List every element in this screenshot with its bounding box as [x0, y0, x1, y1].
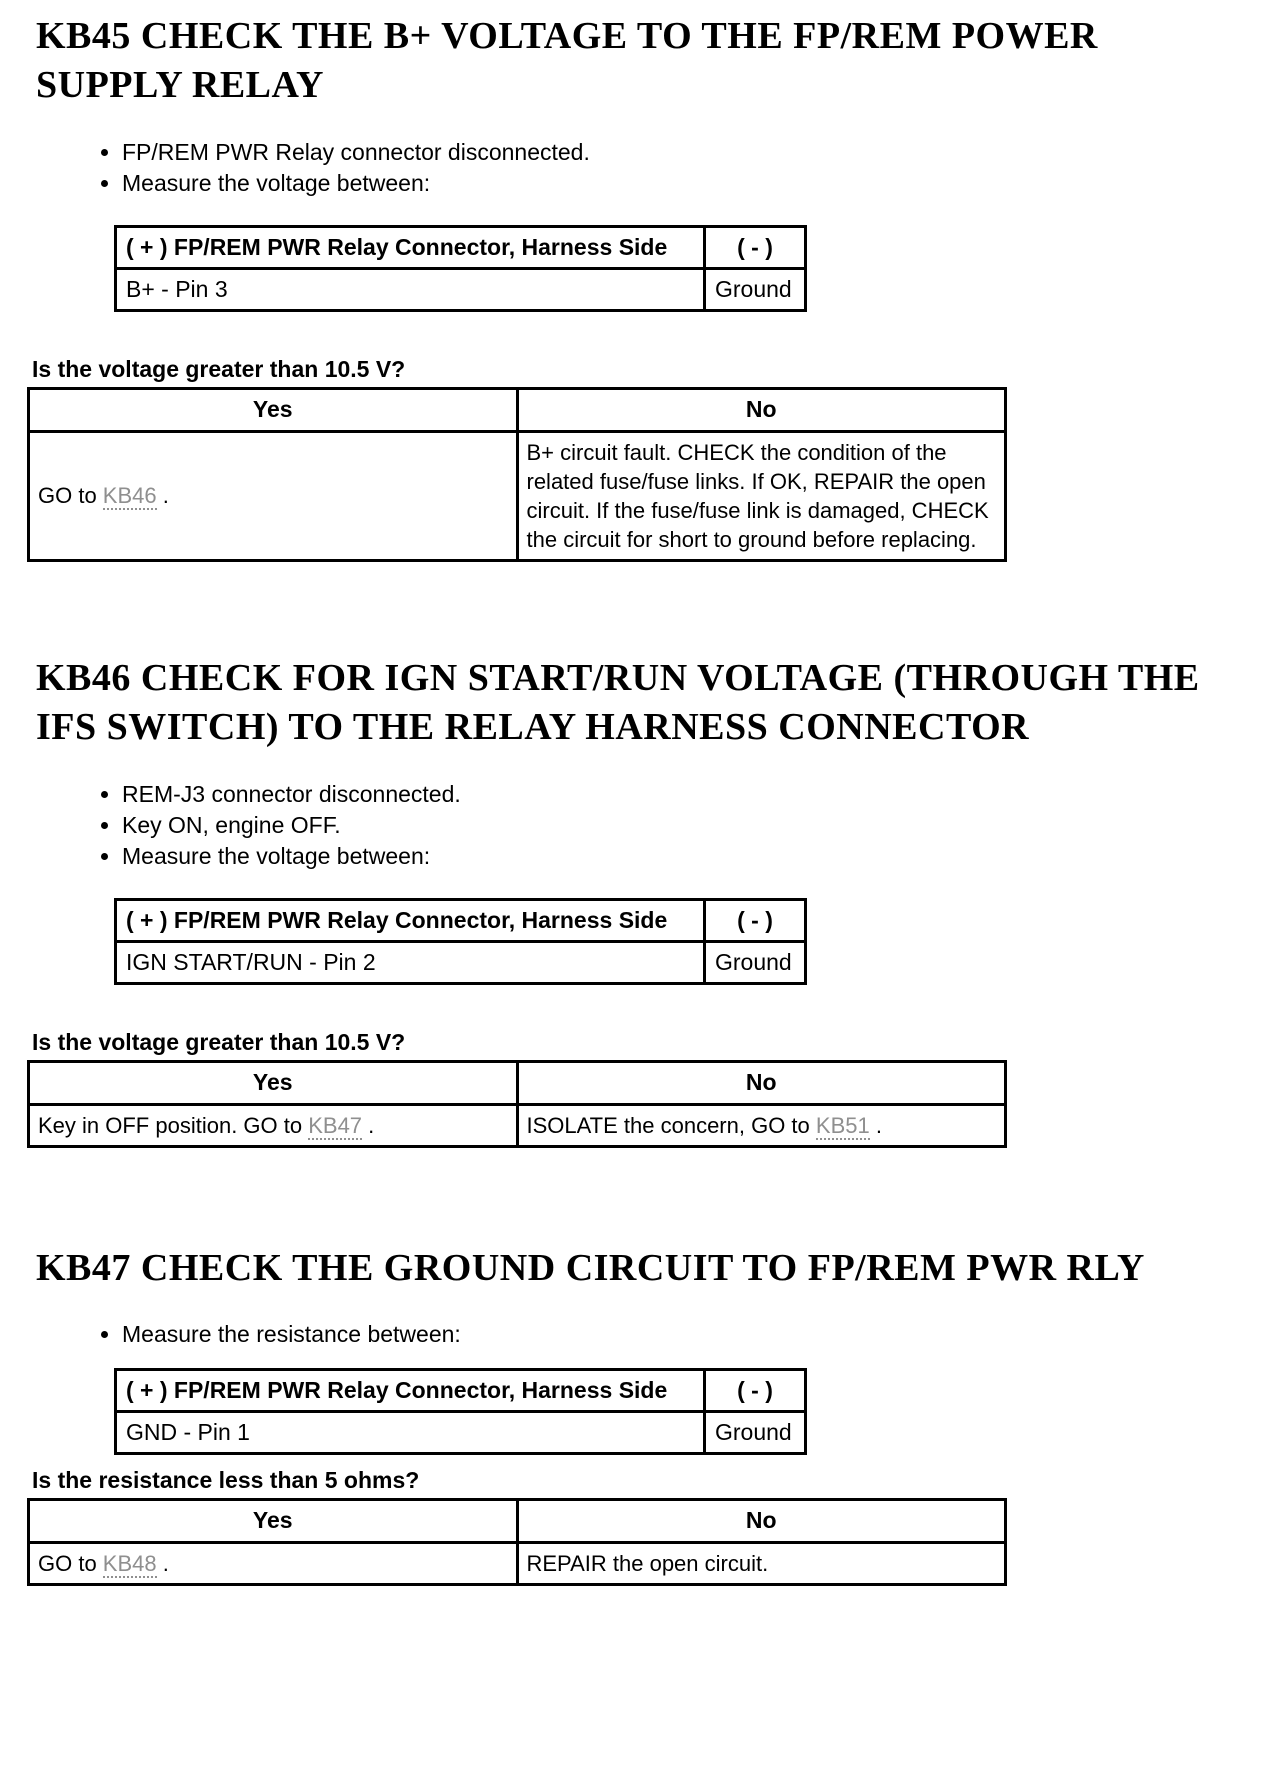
- section-kb47: [0, 1244, 1264, 1586]
- section-kb45: [0, 0, 1264, 562]
- bullet-list: [0, 779, 1264, 872]
- action-text: .: [362, 1112, 375, 1138]
- title-line: SUPPLY RELAY: [36, 64, 324, 107]
- bullet-list: [0, 137, 1264, 199]
- table-row: [29, 431, 1006, 560]
- decision-table: [27, 1498, 1007, 1586]
- bullet-item: • Measure the voltage between:: [122, 168, 1264, 199]
- title-line: KB47 CHECK THE GROUND CIRCUIT TO FP/REM PWR RLY: [36, 1246, 1145, 1289]
- no-header: No: [517, 1061, 1006, 1104]
- yes-header: Yes: [29, 1499, 518, 1542]
- title-line: KB45 CHECK THE B+ VOLTAGE TO THE FP/REM POWER: [36, 15, 1098, 57]
- no-action-cell: [517, 431, 1006, 560]
- bullet-item: • REM-J3 connector disconnected.: [122, 779, 1264, 810]
- decision-table: [27, 1060, 1007, 1148]
- bullet-item: • Measure the resistance between:: [122, 1319, 1264, 1350]
- table-row: [116, 268, 806, 310]
- question-text: Is the resistance less than 5 ohms?: [32, 1466, 420, 1493]
- measurement-point: B+ - Pin 3: [116, 268, 705, 310]
- table-row: [29, 1542, 1006, 1584]
- yes-action-cell: [29, 1542, 518, 1584]
- measurement-reference: Ground: [705, 268, 806, 310]
- measurement-header-negative: ( - ): [705, 1369, 806, 1411]
- no-action-cell: [517, 1104, 1006, 1146]
- title-line: IFS SWITCH) TO THE RELAY HARNESS CONNECTOR: [36, 706, 1030, 749]
- measurement-point: GND - Pin 1: [116, 1411, 705, 1453]
- yes-header: Yes: [29, 1061, 518, 1104]
- measurement-header-positive: ( + ) FP/REM PWR Relay Connector, Harness Side: [116, 1369, 705, 1411]
- measurement-header-positive: ( + ) FP/REM PWR Relay Connector, Harness Side: [116, 226, 705, 268]
- link-kb51[interactable]: KB51: [815, 1112, 870, 1138]
- no-header: No: [517, 1499, 1006, 1542]
- link-kb47[interactable]: KB47: [308, 1112, 363, 1138]
- bullet-item: • FP/REM PWR Relay connector disconnected.: [122, 137, 1264, 168]
- action-text: .: [156, 483, 169, 509]
- table-header-row: [29, 1061, 1006, 1104]
- table-row: [116, 1411, 806, 1453]
- table-row: [116, 941, 806, 983]
- section-kb46-title: [36, 654, 1264, 753]
- yes-header: Yes: [29, 388, 518, 431]
- yes-action-cell: [29, 431, 518, 560]
- yes-action-cell: [29, 1104, 518, 1146]
- no-action-cell: [517, 1542, 1006, 1584]
- section-kb46: [0, 654, 1264, 1148]
- measurement-table: [114, 225, 807, 312]
- action-text: ISOLATE the concern, GO to: [526, 1112, 816, 1138]
- link-kb46[interactable]: KB46: [102, 483, 157, 509]
- action-text: GO to: [38, 483, 103, 509]
- action-text: B+ circuit fault. CHECK the condition of the related fuse/fuse links. If OK, REPAIR the open circuit. If the fuse/fuse link is damaged, CHECK the circuit for short to ground before replacing.: [526, 439, 989, 552]
- section-kb47-title: [36, 1244, 1264, 1293]
- measurement-table: [114, 898, 807, 985]
- title-line: KB46 CHECK FOR IGN START/RUN VOLTAGE (THROUGH THE: [36, 656, 1200, 699]
- table-header-row: [29, 388, 1006, 431]
- measurement-header-negative: ( - ): [705, 899, 806, 941]
- measurement-point: IGN START/RUN - Pin 2: [116, 941, 705, 983]
- table-row: [29, 1104, 1006, 1146]
- table-header-row: [29, 1499, 1006, 1542]
- action-text: .: [869, 1112, 882, 1138]
- bullet-item: • Measure the voltage between:: [122, 841, 1264, 872]
- table-header-row: [116, 226, 806, 268]
- measurement-reference: Ground: [705, 1411, 806, 1453]
- no-header: No: [517, 388, 1006, 431]
- measurement-header-negative: ( - ): [705, 226, 806, 268]
- decision-table: [27, 387, 1007, 562]
- table-header-row: [116, 899, 806, 941]
- question-text: Is the voltage greater than 10.5 V?: [32, 355, 406, 382]
- measurement-reference: Ground: [705, 941, 806, 983]
- action-text: REPAIR the open circuit.: [526, 1550, 769, 1576]
- link-kb48[interactable]: KB48: [102, 1550, 157, 1576]
- measurement-header-positive: ( + ) FP/REM PWR Relay Connector, Harness Side: [116, 899, 705, 941]
- question-text: Is the voltage greater than 10.5 V?: [32, 1028, 406, 1055]
- bullet-list: [0, 1319, 1264, 1350]
- measurement-table: [114, 1368, 807, 1455]
- action-text: Key in OFF position. GO to: [38, 1112, 309, 1138]
- table-header-row: [116, 1369, 806, 1411]
- bullet-item: • Key ON, engine OFF.: [122, 810, 1264, 841]
- action-text: .: [156, 1550, 169, 1576]
- action-text: GO to: [38, 1550, 103, 1576]
- section-kb45-title: [36, 12, 1264, 111]
